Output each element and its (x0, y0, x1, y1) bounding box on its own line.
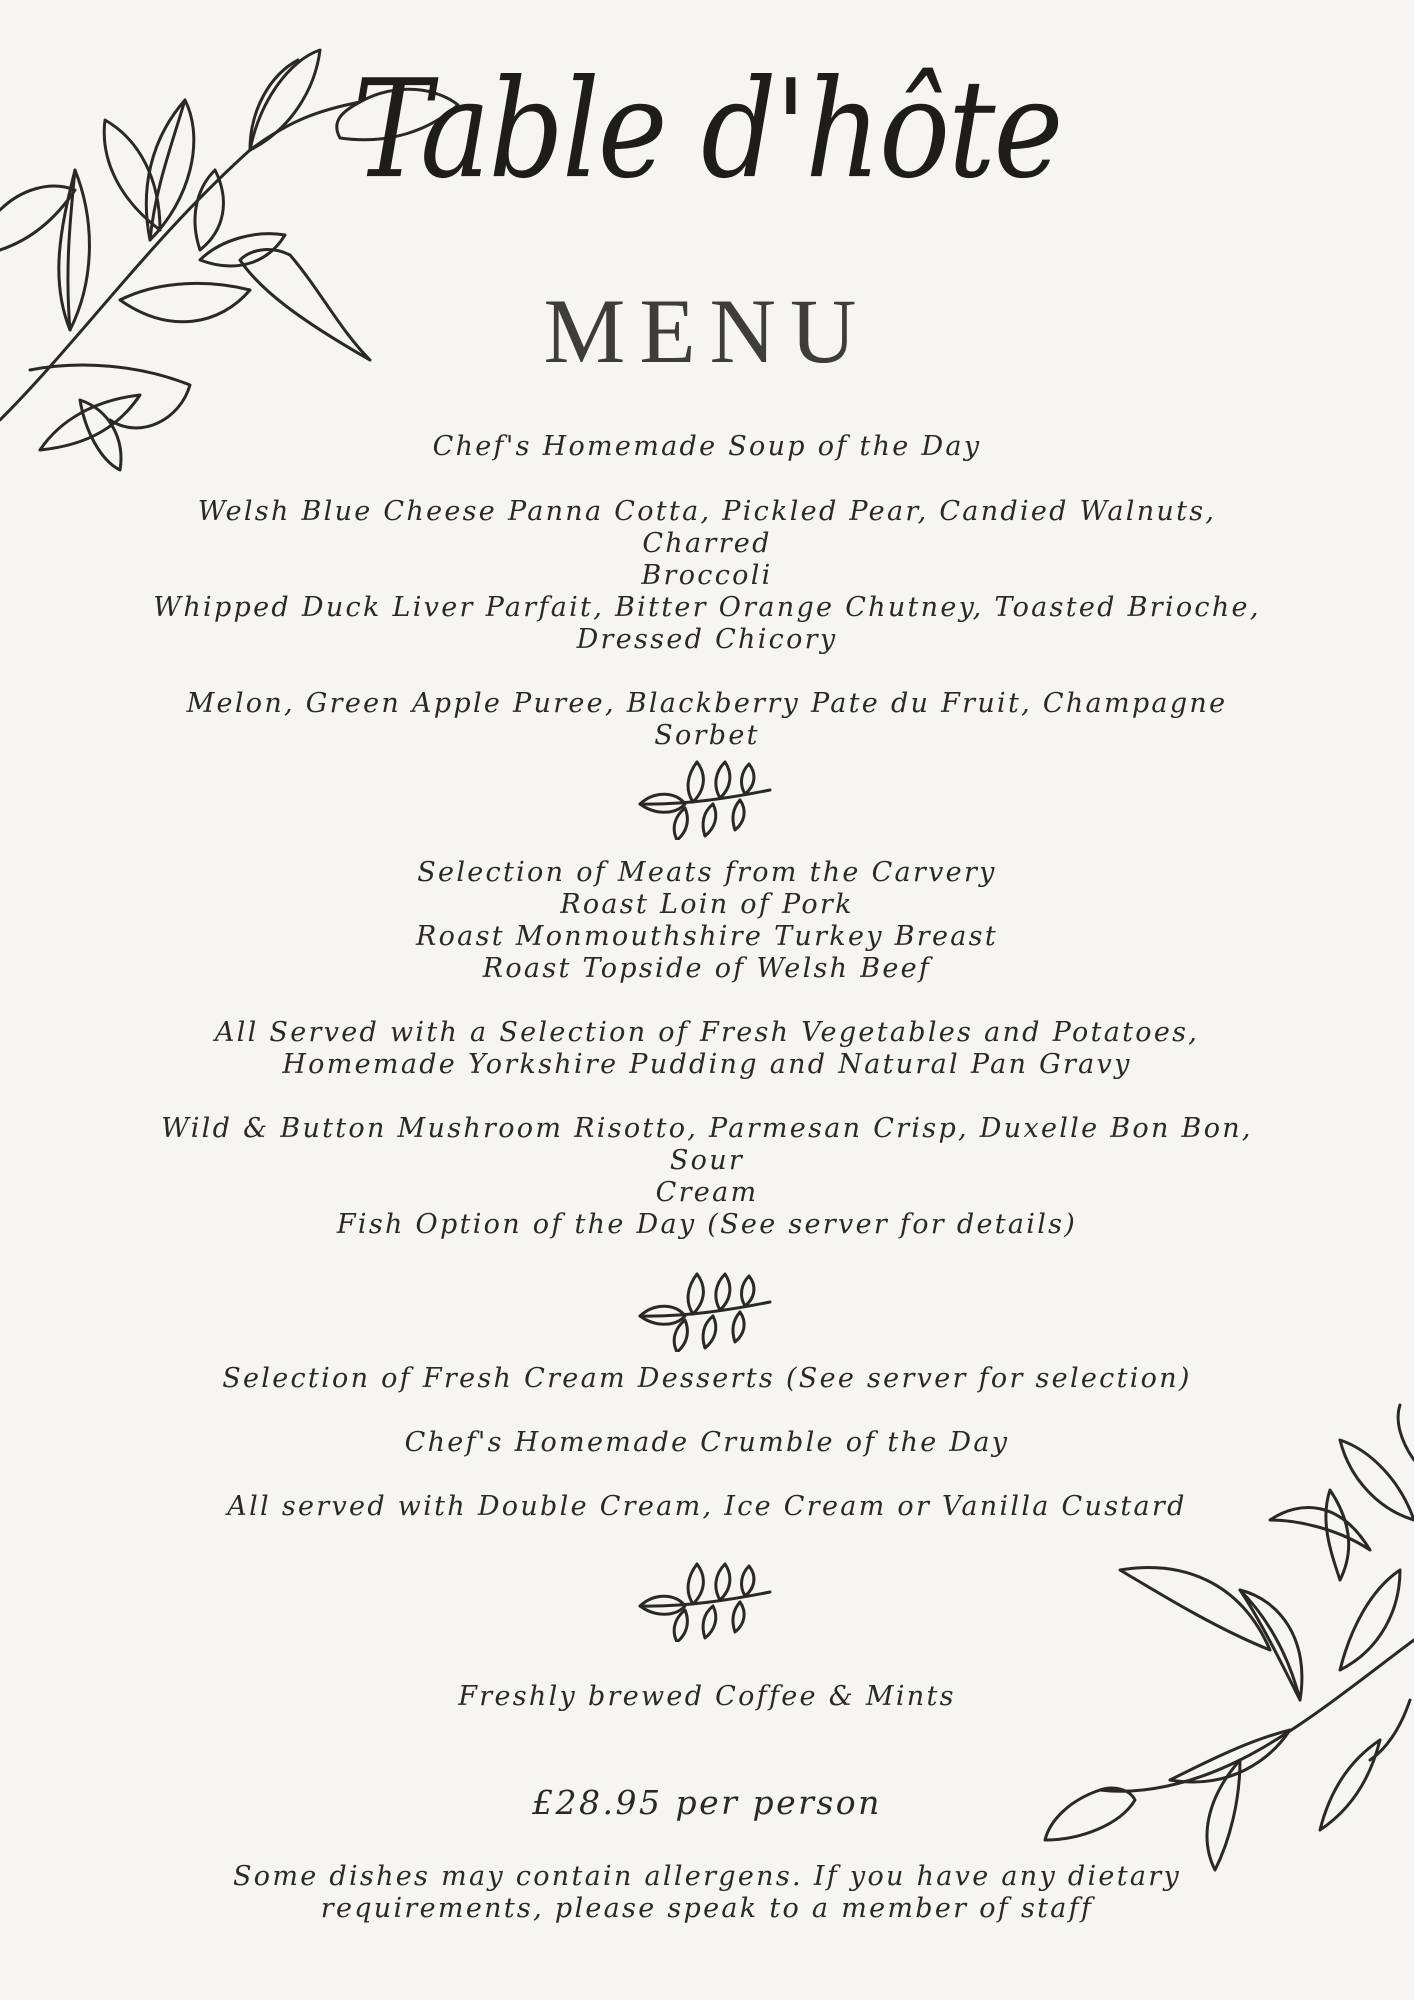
menu-item: Chef's Homemade Crumble of the Day (404, 1427, 1010, 1458)
menu-item: Selection of Meats from the Carvery Roast Loin of Pork Roast Monmouthshire Turkey Breast Roast Topside of Welsh Beef (415, 857, 998, 984)
menu-item: All Served with a Selection of Fresh Vegetables and Potatoes, Homemade Yorkshire Pudding and Natural Pan Gravy (214, 1017, 1200, 1080)
menu-item: Welsh Blue Cheese Panna Cotta, Pickled Pear, Candied Walnuts, Charred Broccoli (197, 496, 1217, 591)
menu-subtitle: MENU (543, 280, 871, 382)
menu-item-coffee: Freshly brewed Coffee & Mints (458, 1681, 956, 1712)
menu-item: Fish Option of the Day (See server for details) (336, 1209, 1078, 1240)
allergen-notice: Some dishes may contain allergens. If you have any dietary requirements, please speak to a member of staff (232, 1861, 1182, 1924)
menu-item: All served with Double Cream, Ice Cream or Vanilla Custard (227, 1491, 1187, 1522)
menu-item: Melon, Green Apple Puree, Blackberry Pate du Fruit, Champagne Sorbet (186, 688, 1228, 751)
menu-item: Wild & Button Mushroom Risotto, Parmesan Crisp, Duxelle Bon Bon, Sour Cream (161, 1113, 1253, 1208)
leaf-sprig-icon (635, 1562, 775, 1642)
menu-item: Whipped Duck Liver Parfait, Bitter Orange Chutney, Toasted Brioche, Dressed Chicory (153, 592, 1261, 655)
menu-item: Selection of Fresh Cream Desserts (See server for selection) (222, 1363, 1192, 1394)
menu-item: Chef's Homemade Soup of the Day (432, 431, 982, 462)
price: £28.95 per person (532, 1783, 882, 1822)
leaf-sprig-icon (635, 760, 775, 840)
leaf-sprig-icon (635, 1272, 775, 1352)
menu-title: Table d'hôte (352, 49, 1062, 209)
